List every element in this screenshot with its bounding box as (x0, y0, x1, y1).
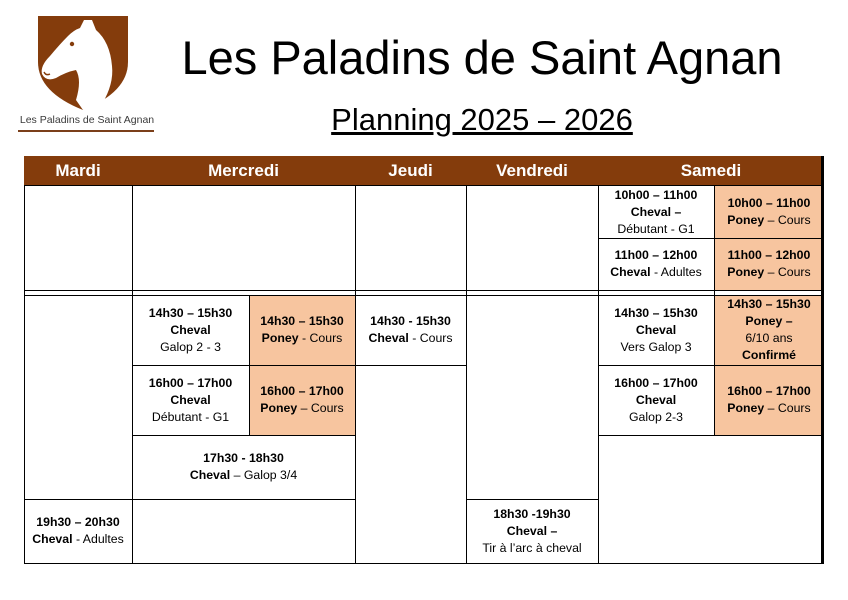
grid-line (466, 186, 467, 564)
logo-underline (18, 130, 154, 132)
day-header-samedi: Samedi (598, 156, 824, 186)
session-cell (132, 365, 249, 435)
session-cell (714, 186, 824, 238)
session-activity: Cheval – (630, 204, 682, 219)
session-detail: – Cours (764, 265, 811, 279)
session-activity: Poney (727, 265, 765, 279)
session-activity: Poney (727, 213, 765, 227)
session-time: 14h30 – 15h30 (614, 305, 698, 320)
session-cell (24, 499, 132, 563)
day-header-mardi: Mardi (24, 156, 132, 186)
session-time: 11h00 – 12h00 (727, 248, 811, 262)
session-time: 16h00 – 17h00 (148, 375, 233, 390)
session-time: 14h30 – 15h30 (260, 314, 344, 328)
session-activity: Cheval (170, 392, 211, 407)
session-detail: Galop 2 - 3 (160, 339, 221, 354)
page-subtitle: Planning 2025 – 2026 (331, 102, 633, 137)
session-line (727, 212, 810, 229)
day-header-vendredi: Vendredi (466, 156, 598, 186)
session-activity: Cheval (635, 322, 677, 337)
grid-line (714, 186, 715, 435)
session-detail: - Adultes (72, 532, 124, 546)
session-activity: Poney (727, 401, 765, 415)
session-time: 18h30 -19h30 (493, 506, 571, 521)
session-detail: – Cours (764, 401, 811, 415)
session-detail: Débutant - G1 (151, 409, 230, 424)
session-line (610, 264, 702, 281)
grid-line (132, 186, 133, 564)
session-activity: Cheval (170, 322, 211, 337)
page-title: Les Paladins de Saint Agnan (181, 31, 783, 84)
session-time: 16h00 – 17h00 (614, 375, 698, 390)
grid-line (24, 499, 355, 500)
session-time: 14h30 – 15h30 (148, 305, 233, 320)
session-time: 16h00 – 17h00 (260, 384, 344, 398)
grid-line (132, 365, 355, 366)
session-activity: Cheval (368, 331, 409, 345)
session-cell (249, 365, 355, 435)
session-activity: Cheval (32, 532, 73, 546)
grid-line (249, 295, 250, 435)
session-detail: 6/10 ans (745, 331, 793, 345)
session-cell (132, 295, 249, 365)
day-header-mercredi: Mercredi (132, 156, 355, 186)
club-logo (14, 14, 160, 134)
session-cell (714, 295, 824, 365)
grid-line (355, 186, 356, 564)
schedule-table (24, 156, 824, 564)
session-detail: - Adultes (650, 265, 702, 279)
session-line (260, 400, 343, 417)
session-cell (132, 435, 355, 499)
session-time: 19h30 – 20h30 (36, 515, 120, 529)
session-line (727, 264, 810, 281)
session-line (262, 330, 343, 347)
session-time: 17h30 - 18h30 (203, 451, 284, 465)
grid-line (132, 435, 355, 436)
session-line (190, 467, 297, 484)
session-time: 10h00 – 11h00 (727, 196, 811, 210)
session-detail: - Cours (408, 331, 453, 345)
session-activity: Cheval (610, 265, 651, 279)
session-cell (466, 499, 598, 563)
grid-line (355, 365, 466, 366)
session-detail: Galop 2-3 (628, 409, 683, 424)
session-time: 11h00 – 12h00 (614, 248, 698, 262)
session-cell (714, 238, 824, 290)
session-activity: Poney (260, 401, 298, 415)
session-time: 10h00 – 11h00 (614, 187, 698, 202)
grid-line (598, 435, 824, 436)
grid-line (598, 365, 824, 366)
day-header-jeudi: Jeudi (355, 156, 466, 186)
session-time: 14h30 – 15h30 (727, 297, 811, 311)
session-detail: Vers Galop 3 (620, 339, 692, 354)
session-detail: Tir à l’arc à cheval (482, 540, 582, 555)
horse-head-shield-icon (36, 14, 132, 112)
session-note: Confirmé (742, 348, 796, 362)
session-activity: Cheval (189, 468, 231, 482)
session-time: 14h30 - 15h30 (370, 314, 451, 328)
session-cell (714, 365, 824, 435)
grid-line (24, 185, 824, 186)
grid-line (24, 290, 824, 291)
session-cell (355, 295, 466, 365)
session-cell (598, 186, 714, 238)
session-detail: – Galop 3/4 (230, 468, 298, 482)
logo-caption: Les Paladins de Saint Agnan (19, 114, 155, 126)
session-cell (598, 295, 714, 365)
grid-line (821, 156, 824, 564)
session-activity: Cheval (635, 392, 677, 407)
session-detail: – Cours (297, 401, 344, 415)
session-activity: Cheval – (506, 523, 558, 538)
session-activity: Poney – (745, 314, 793, 328)
grid-line (598, 186, 599, 564)
session-cell (249, 295, 355, 365)
session-cell (598, 365, 714, 435)
session-cell (598, 238, 714, 290)
session-time: 16h00 – 17h00 (727, 384, 811, 398)
session-detail: - Cours (298, 331, 343, 345)
grid-line (24, 563, 824, 564)
session-line (368, 330, 452, 347)
grid-line (598, 238, 824, 239)
session-detail: Débutant - G1 (617, 221, 695, 236)
session-activity: Poney (261, 331, 299, 345)
session-line (32, 531, 124, 548)
session-line (727, 400, 810, 417)
grid-line (466, 499, 598, 500)
grid-line (24, 186, 25, 564)
session-detail: – Cours (764, 213, 811, 227)
grid-line (24, 295, 824, 296)
